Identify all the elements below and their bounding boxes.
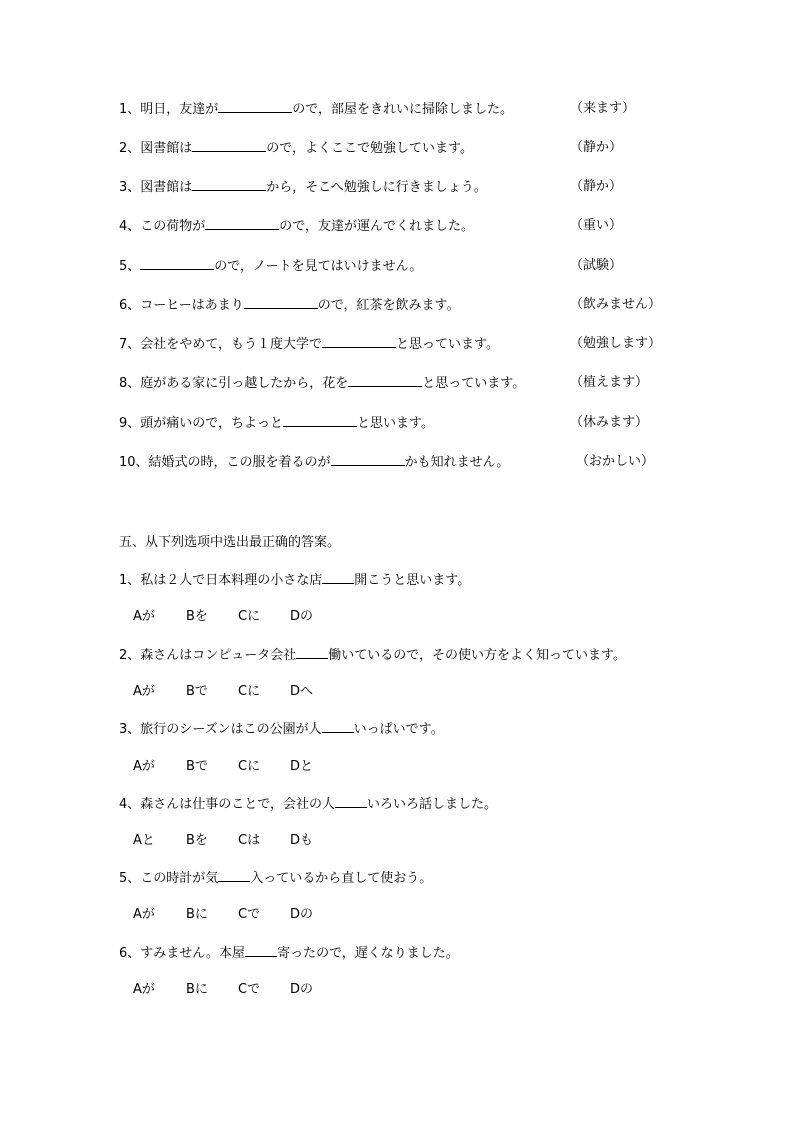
- answer-blank[interactable]: [322, 571, 354, 584]
- option-b[interactable]: Bに: [186, 907, 208, 922]
- hint: （試験）: [570, 258, 623, 273]
- option-b[interactable]: Bに: [186, 982, 208, 997]
- hint: （来ます）: [570, 101, 636, 116]
- hint: （飲みません）: [570, 297, 662, 312]
- hint: （静か）: [570, 179, 623, 194]
- option-c[interactable]: Cは: [238, 833, 261, 848]
- answer-blank[interactable]: [245, 944, 277, 957]
- answer-blank[interactable]: [348, 374, 422, 387]
- option-d[interactable]: Dも: [290, 833, 314, 848]
- option-a[interactable]: Aが: [133, 982, 155, 997]
- answer-blank[interactable]: [192, 178, 266, 191]
- hint: （休みます）: [570, 415, 649, 430]
- answer-blank[interactable]: [244, 296, 318, 309]
- answer-blank[interactable]: [218, 869, 250, 882]
- hint: （静か）: [570, 140, 623, 155]
- option-a[interactable]: Aが: [133, 759, 155, 774]
- option-d[interactable]: Dの: [290, 609, 314, 624]
- answer-blank[interactable]: [322, 335, 396, 348]
- option-d[interactable]: Dの: [290, 982, 314, 997]
- option-b[interactable]: Bで: [186, 759, 208, 774]
- option-c[interactable]: Cに: [238, 609, 261, 624]
- worksheet-page: 1、明日，友達が ので，部屋をきれいに掃除しました。 （来ます） 2、図書館は ので，よくここで勉強しています。 （静か） 3、図書館は から，そこへ勉強しに行きましょう。 （静か） 4、この荷物が ので，友達が運んでくれました。 （重い） 5、 ので，ノートを見てはいけません。 （試験） 6、コーヒーはあまり ので，紅茶を飲みます。 （飲みません） 7、会社をやめて，もう１度大学で と思っています。 （勉強します） 8、庭がある家に引っ越したから，花を と思っています。 （植えます） 9、頭が痛いので，ちよっと と思います。 （休みます） 10、結婚式の時，この服を着るのが かも知れません。 （おかしい） 五、从下列选项中选出最正确的答案。 1、私は２人で日本料理の小さな店 開こうと思います。 Aが Bを Cに Dの 2、森さんはコンピュータ会社 働いているので，その使い方をよく知っています。 Aが Bで Cに Dへ 3、旅行のシーズンはこの公園が人 いっぱいです。 Aが Bで Cに Dと 4、森さんは仕事のことで，会社の人 いろいろ話しました。 Aと Bを Cは Dも 5、この時計が気 入っているから直して使おう。 Aが Bに Cで Dの 6、すみません。本屋 寄ったので，遅くなりました。 Aが Bに Cで Dの: [119, 101, 662, 997]
- option-c[interactable]: Cに: [238, 759, 261, 774]
- option-d[interactable]: Dと: [290, 759, 314, 774]
- hint: （重い）: [570, 218, 623, 233]
- answer-blank[interactable]: [218, 100, 292, 113]
- answer-blank[interactable]: [322, 720, 354, 733]
- option-c[interactable]: Cに: [238, 684, 261, 699]
- answer-blank[interactable]: [205, 217, 279, 230]
- answer-blank[interactable]: [335, 795, 367, 808]
- option-c[interactable]: Cで: [238, 907, 261, 922]
- option-a[interactable]: Aが: [133, 609, 155, 624]
- answer-blank[interactable]: [140, 257, 214, 270]
- answer-blank[interactable]: [283, 414, 357, 427]
- hint: （植えます）: [570, 375, 649, 390]
- option-b[interactable]: Bで: [186, 684, 208, 699]
- option-c[interactable]: Cで: [238, 982, 261, 997]
- option-a[interactable]: Aと: [133, 833, 155, 848]
- hint: （勉強します）: [570, 336, 662, 351]
- option-b[interactable]: Bを: [186, 833, 208, 848]
- option-a[interactable]: Aが: [133, 907, 155, 922]
- option-a[interactable]: Aが: [133, 684, 155, 699]
- hint: （おかしい）: [576, 454, 655, 469]
- answer-blank[interactable]: [331, 453, 405, 466]
- answer-blank[interactable]: [296, 646, 328, 659]
- option-b[interactable]: Bを: [186, 609, 208, 624]
- option-d[interactable]: Dの: [290, 907, 314, 922]
- answer-blank[interactable]: [192, 139, 266, 152]
- option-d[interactable]: Dへ: [290, 684, 314, 699]
